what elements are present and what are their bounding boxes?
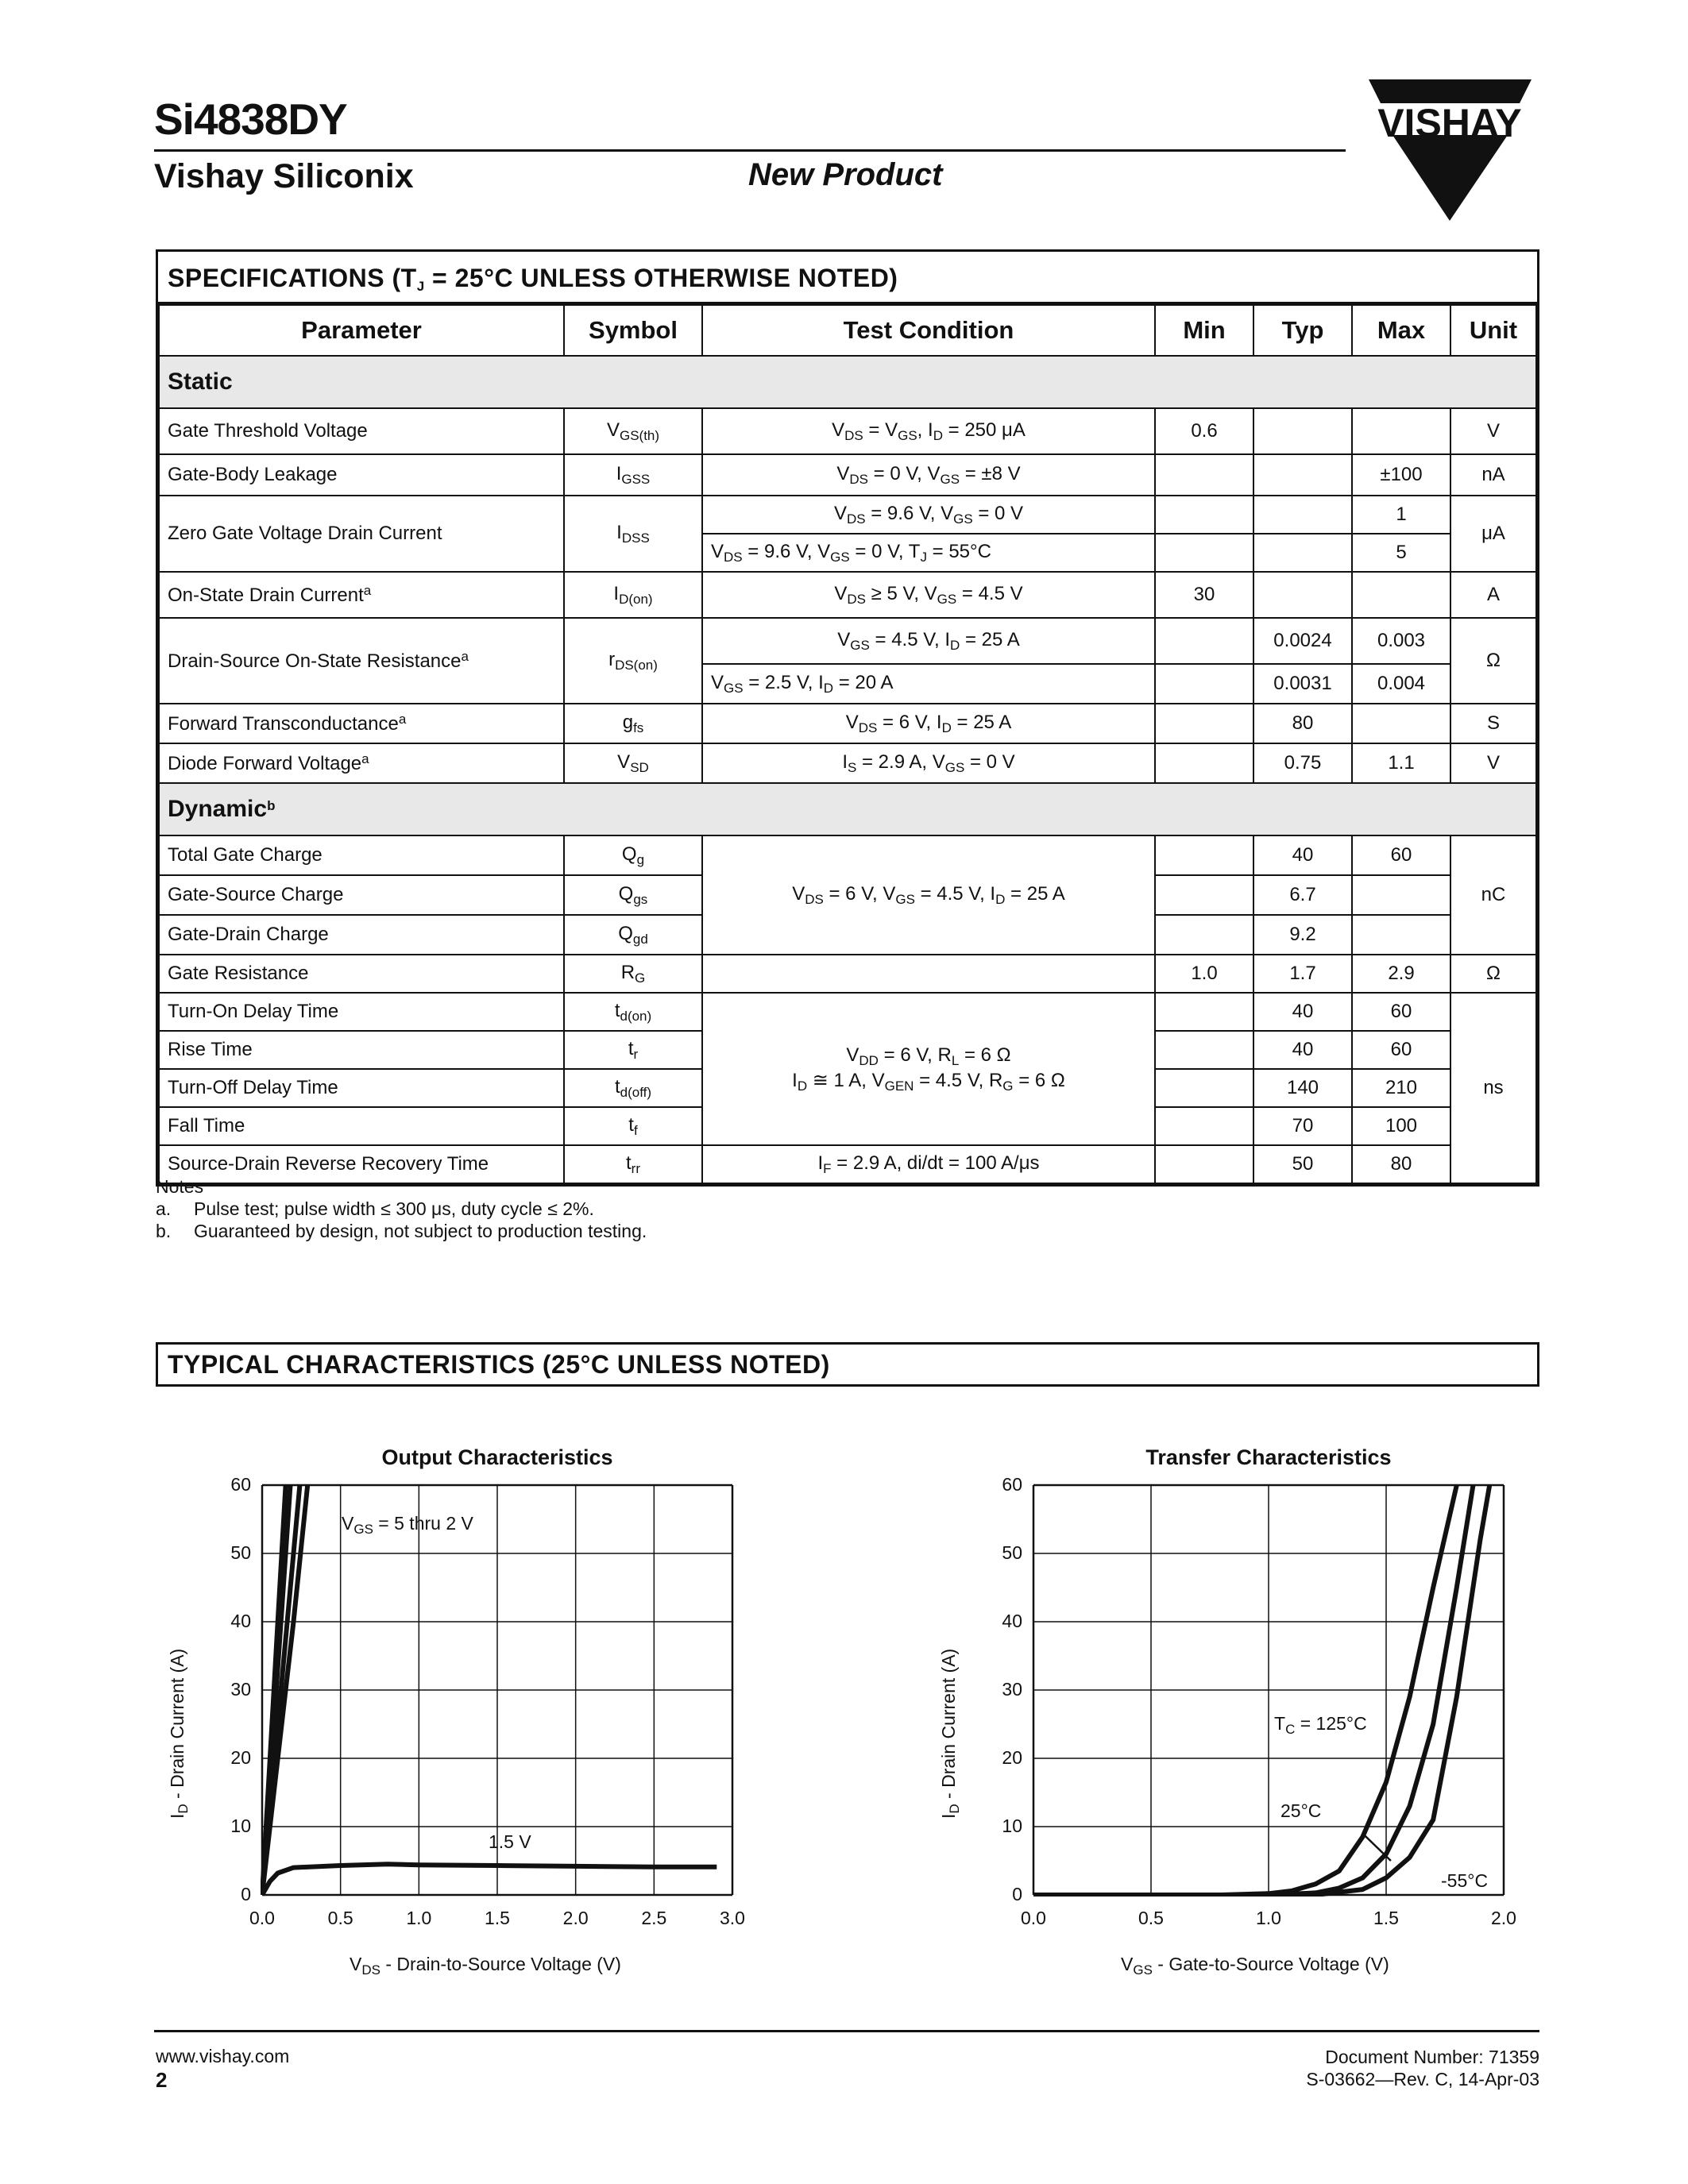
x-tick-label: 1.5 (1373, 1908, 1399, 1928)
y-tick-label: 30 (230, 1679, 251, 1700)
rds-typ-2: 0.0031 (1253, 664, 1352, 704)
chart-annotation: 1.5 V (489, 1831, 531, 1852)
x-tick-label: 2.0 (1491, 1908, 1516, 1928)
y-axis-label: $I_D$ - Drain Current (A) (167, 1648, 191, 1819)
col-parameter: Parameter (159, 305, 564, 356)
section-dynamic: Dynamic$^b$ (159, 783, 1536, 835)
y-tick-label: 60 (1002, 1474, 1022, 1495)
rds-typ-1: 0.0024 (1253, 618, 1352, 664)
table-row: Turn-Off Delay Time $t_{d(off)}$ 140 210 (159, 1069, 1536, 1107)
table-row: Gate Threshold Voltage $V_{GS(th)}$ $V_{DS} = V_{GS}$, $I_D = 250$ μA 0.6 V (159, 408, 1536, 454)
y-tick-label: 40 (1002, 1611, 1022, 1631)
spec-grid (158, 304, 1537, 1184)
product-status: New Product (748, 157, 943, 192)
col-max: Max (1352, 305, 1450, 356)
website-link[interactable]: www.vishay.com (156, 2046, 290, 2066)
idss-unit: μA (1450, 496, 1536, 572)
x-tick-label: 2.5 (641, 1908, 667, 1928)
document-number: Document Number: 71359 (1325, 2047, 1539, 2067)
footer-rule (154, 2030, 1539, 2032)
rds-symbol: $r_{DS(on)}$ (564, 618, 702, 704)
col-typ: Typ (1253, 305, 1352, 356)
y-tick-label: 50 (1002, 1542, 1022, 1563)
y-tick-label: 50 (230, 1542, 251, 1563)
x-tick-label: 0.5 (327, 1908, 353, 1928)
table-row: Gate Resistance $R_G$ 1.0 1.7 2.9 Ω (159, 955, 1536, 993)
x-tick-label: 1.0 (1256, 1908, 1281, 1928)
rds-max-2: 0.004 (1352, 664, 1450, 704)
x-tick-label: 0.5 (1138, 1908, 1164, 1928)
switching-cond: $V_{DD} = 6$ V, $R_L = 6$ Ω $I_D$ ≅ 1 A, $V_{GEN} = 4.5$ V, $R_G = 6$ Ω (702, 993, 1155, 1145)
idss-max-2: 5 (1352, 534, 1450, 572)
table-row: Source-Drain Reverse Recovery Time $t_{rr}$ $I_F = 2.9$ A, di/dt = 100 A/μs 50 80 (159, 1145, 1536, 1183)
rds-cond-2: $V_{GS} = 2.5$ V, $I_D = 20$ A (702, 664, 1155, 704)
y-tick-label: 10 (1002, 1815, 1022, 1836)
col-unit: Unit (1450, 305, 1536, 356)
idss-param: Zero Gate Voltage Drain Current (159, 496, 564, 572)
idss-cond-2: $V_{DS} = 9.6$ V, $V_{GS} = 0$ V, $T_J = 55^\circ C$ (702, 534, 1155, 572)
gate-charge-cond: $V_{DS} = 6$ V, $V_{GS} = 4.5$ V, $I_D = 25$ A (702, 835, 1155, 955)
company-name: Vishay Siliconix (154, 157, 414, 195)
col-test-condition: Test Condition (702, 305, 1155, 356)
y-tick-label: 30 (1002, 1679, 1022, 1700)
rds-param: Drain-Source On-State Resistance$^a$ (159, 618, 564, 704)
table-row: Total Gate Charge $Q_g$ $V_{DS} = 6$ V, $V_{GS} = 4.5$ V, $I_D = 25$ A 40 60 nC (159, 835, 1536, 875)
series-line-4 (262, 1864, 717, 1895)
note-a: a. Pulse test; pulse width ≤ 300 μs, duty cycle ≤ 2%. (156, 1198, 594, 1219)
y-tick-label: 20 (230, 1747, 251, 1768)
note-b: b. Guaranteed by design, not subject to production testing. (156, 1221, 647, 1241)
revision: S-03662—Rev. C, 14-Apr-03 (1306, 2069, 1539, 2089)
y-tick-label: 60 (230, 1474, 251, 1495)
x-axis-label: $V_{DS}$ - Drain-to-Source Voltage (V) (350, 1954, 621, 1978)
vishay-logo (1365, 79, 1535, 222)
col-min: Min (1155, 305, 1253, 356)
table-row: Rise Time $t_r$ 40 60 (159, 1031, 1536, 1069)
x-tick-label: 3.0 (720, 1908, 745, 1928)
notes-heading: Notes (156, 1176, 204, 1197)
rds-max-1: 0.003 (1352, 618, 1450, 664)
table-row: Gate-Body Leakage $I_{GSS}$ $V_{DS} = 0$ V, $V_{GS} = \pm 8$ V ±100 nA (159, 454, 1536, 496)
table-row: Gate-Source Charge $Q_{gs}$ 6.7 (159, 875, 1536, 915)
table-row: Forward Transconductance$^a$ $g_{fs}$ $V_{DS} = 6$ V, $I_D = 25$ A 80 S (159, 704, 1536, 743)
idss-symbol: $I_{DSS}$ (564, 496, 702, 572)
x-tick-label: 1.0 (406, 1908, 432, 1928)
table-row: Fall Time $t_f$ 70 100 (159, 1107, 1536, 1145)
chart-title: Output Characteristics (381, 1445, 613, 1469)
header-rule (154, 149, 1346, 152)
x-axis-label: $V_{GS}$ - Gate-to-Source Voltage (V) (1121, 1954, 1389, 1978)
chart-plot (1032, 1484, 1505, 1897)
header-row (159, 305, 1536, 356)
gate-charge-unit: nC (1450, 835, 1536, 955)
table-row (159, 618, 1536, 664)
rds-cond-1: $V_{GS} = 4.5$ V, $I_D = 25$ A (702, 618, 1155, 664)
x-tick-label: 0.0 (249, 1908, 275, 1928)
y-axis-label: $I_D$ - Drain Current (A) (938, 1648, 962, 1819)
idss-cond-1: $V_{DS} = 9.6$ V, $V_{GS} = 0$ V (702, 496, 1155, 534)
y-tick-label: 20 (1002, 1747, 1022, 1768)
chart-annotation: 25°C (1280, 1800, 1322, 1821)
y-tick-label: 0 (1012, 1884, 1022, 1904)
document-info (1306, 2046, 1539, 2090)
table-row: Diode Forward Voltage$^a$ $V_{SD}$ $I_S = 2.9$ A, $V_{GS} = 0$ V 0.75 1.1 V (159, 743, 1536, 783)
table-row: Gate-Drain Charge $Q_{gd}$ 9.2 (159, 915, 1536, 955)
chart-annotation: $T_C = 125^\circ C$ (1274, 1713, 1367, 1737)
rds-unit: Ω (1450, 618, 1536, 704)
y-tick-label: 40 (230, 1611, 251, 1631)
y-tick-label: 0 (241, 1884, 251, 1904)
x-tick-label: 1.5 (485, 1908, 510, 1928)
chart-title: Transfer Characteristics (1145, 1445, 1392, 1469)
switching-unit: ns (1450, 993, 1536, 1183)
part-number: Si4838DY (154, 95, 347, 144)
table-row: Turn-On Delay Time $t_{d(on)}$ $V_{DD} = 6$ V, $R_L = 6$ Ω $I_D$ ≅ 1 A, $V_{GEN} = 4.5$ V, $R_G = 6$ Ω 40 60 ns (159, 993, 1536, 1031)
table-row (159, 496, 1536, 534)
x-tick-label: 0.0 (1021, 1908, 1046, 1928)
col-symbol: Symbol (564, 305, 702, 356)
svg-text:VISHAY: VISHAY (1377, 101, 1522, 145)
chart-annotation: $V_{GS} = 5$ thru 2 V (342, 1513, 473, 1537)
typical-characteristics-title: TYPICAL CHARACTERISTICS (25°C UNLESS NOTED) (156, 1342, 1539, 1387)
section-static: Static (159, 356, 1536, 408)
page-number: 2 (156, 2068, 168, 2092)
y-tick-label: 10 (230, 1815, 251, 1836)
chart-annotation: -55°C (1441, 1870, 1489, 1891)
specifications-table (156, 249, 1539, 1187)
specifications-title: SPECIFICATIONS ($T_J = 25^\circ C$ UNLESS OTHERWISE NOTED) (158, 252, 1537, 304)
x-tick-label: 2.0 (562, 1908, 589, 1928)
table-row: On-State Drain Current$^a$ $I_{D(on)}$ $V_{DS} \ge 5$ V, $V_{GS} = 4.5$ V 30 A (159, 572, 1536, 618)
idss-max-1: 1 (1352, 496, 1450, 534)
notes (156, 1175, 647, 1242)
